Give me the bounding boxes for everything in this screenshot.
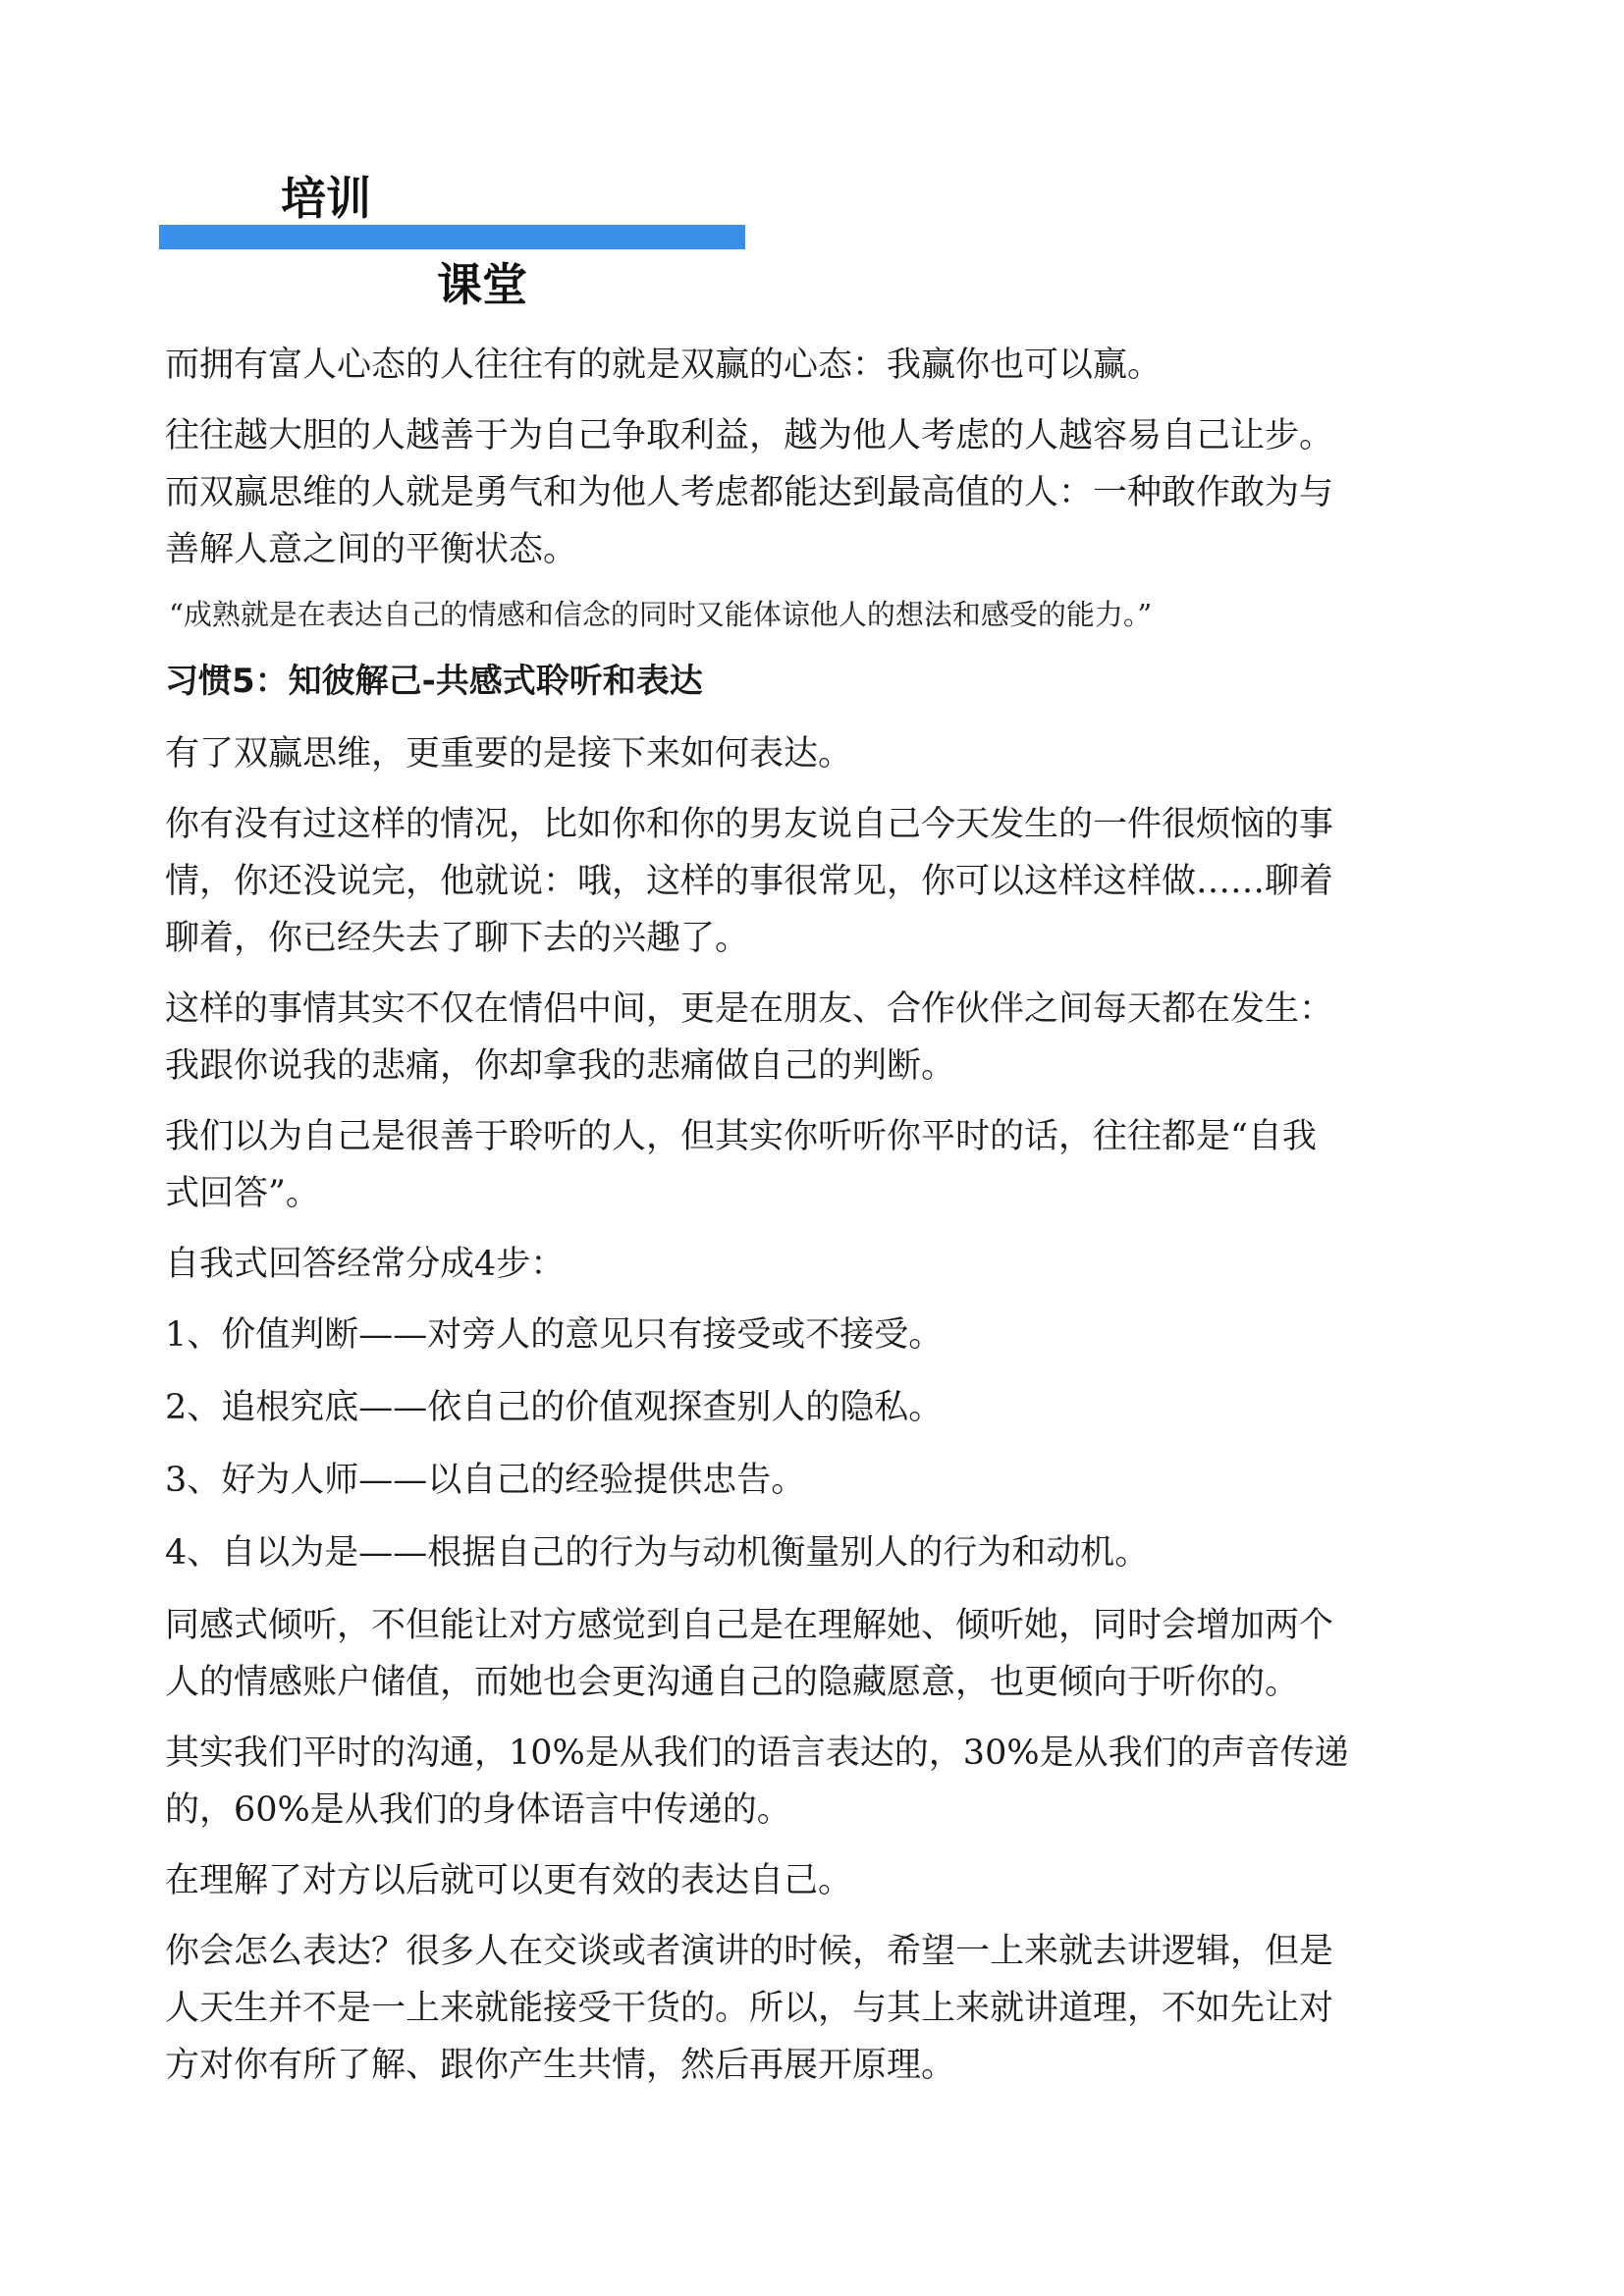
text-line: 这样的事情其实不仅在情侣中间，更是在朋友、合作伙伴之间每天都在发生： xyxy=(165,989,1334,1029)
list-item: 2、追根究底——依自己的价值观探查别人的隐私。 xyxy=(165,1388,944,1427)
list-item: 4、自以为是——根据自己的行为与动机衡量别人的行为和动机。 xyxy=(165,1533,1150,1573)
text-line: 聊着，你已经失去了聊下去的兴趣了。 xyxy=(165,919,750,958)
text-line: 自我式回答经常分成4步： xyxy=(165,1245,566,1284)
header-title-training: 培训 xyxy=(281,172,371,225)
section-heading-habit-5: 习惯5：知彼解己-共感式聆听和表达 xyxy=(165,662,703,701)
text-line: 而拥有富人心态的人往往有的就是双赢的心态：我赢你也可以赢。 xyxy=(165,346,1163,385)
maturity-quote: “成熟就是在表达自己的情感和信念的同时又能体谅他人的想法和感受的能力。” xyxy=(169,598,1153,631)
text-line: 的，60%是从我们的身体语言中传递的。 xyxy=(165,1790,791,1830)
text-line: 往往越大胆的人越善于为自己争取利益，越为他人考虑的人越容易自己让步。 xyxy=(165,416,1334,455)
text-line: 我跟你说我的悲痛，你却拿我的悲痛做自己的判断。 xyxy=(165,1046,956,1086)
paragraph-express-effectively xyxy=(165,1852,1481,1909)
paragraph-how-would-you-express xyxy=(165,1923,1481,2094)
text-line: 人的情感账户储值，而她也会更沟通自己的隐藏愿意，也更倾向于听你的。 xyxy=(165,1663,1300,1702)
text-line: 你有没有过这样的情况，比如你和你的男友说自己今天发生的一件很烦恼的事 xyxy=(165,805,1334,844)
text-line: 式回答”。 xyxy=(165,1174,320,1213)
text-line: 方对你有所了解、跟你产生共情，然后再展开原理。 xyxy=(165,2046,956,2085)
text-line: 你会怎么表达？很多人在交谈或者演讲的时候，希望一上来就去讲逻辑，但是 xyxy=(165,1932,1334,1971)
list-item: 1、价值判断——对旁人的意见只有接受或不接受。 xyxy=(165,1315,944,1355)
text-line: 人天生并不是一上来就能接受干货的。所以，与其上来就讲道理，不如先让对 xyxy=(165,1989,1334,2028)
text-line: 其实我们平时的沟通，10%是从我们的语言表达的，30%是从我们的声音传递 xyxy=(165,1734,1349,1773)
text-line: 善解人意之间的平衡状态。 xyxy=(165,530,578,569)
text-line: 而双赢思维的人就是勇气和为他人考虑都能达到最高值的人：一种敢作敢为与 xyxy=(165,473,1334,512)
paragraph-four-steps-intro xyxy=(165,1236,1481,1293)
list-item: 3、好为人师——以自己的经验提供忠告。 xyxy=(165,1461,806,1500)
paragraph-empathic-listening xyxy=(165,1597,1481,1711)
text-line: 有了双赢思维，更重要的是接下来如何表达。 xyxy=(165,734,853,774)
paragraph-courage-consideration xyxy=(165,407,1481,578)
paragraph-self-centered-answer xyxy=(165,1108,1481,1222)
paragraph-how-to-express xyxy=(165,725,1481,782)
paragraph-communication-percentages xyxy=(165,1725,1481,1839)
paragraph-happens-everywhere xyxy=(165,981,1481,1095)
text-line: 我们以为自己是很善于聆听的人，但其实你听听你平时的话，往往都是“自我 xyxy=(165,1117,1317,1156)
text-line: 在理解了对方以后就可以更有效的表达自己。 xyxy=(165,1861,853,1900)
header-accent-bar xyxy=(159,225,745,249)
document-body xyxy=(165,337,1481,2108)
text-line: 同感式倾听，不但能让对方感觉到自己是在理解她、倾听她，同时会增加两个 xyxy=(165,1606,1334,1645)
text-line: 情，你还没说完，他就说：哦，这样的事很常见，你可以这样这样做……聊着 xyxy=(165,862,1334,901)
header-title-classroom: 课堂 xyxy=(437,258,527,311)
paragraph-win-win-mindset xyxy=(165,337,1481,394)
paragraph-boyfriend-example xyxy=(165,796,1481,967)
